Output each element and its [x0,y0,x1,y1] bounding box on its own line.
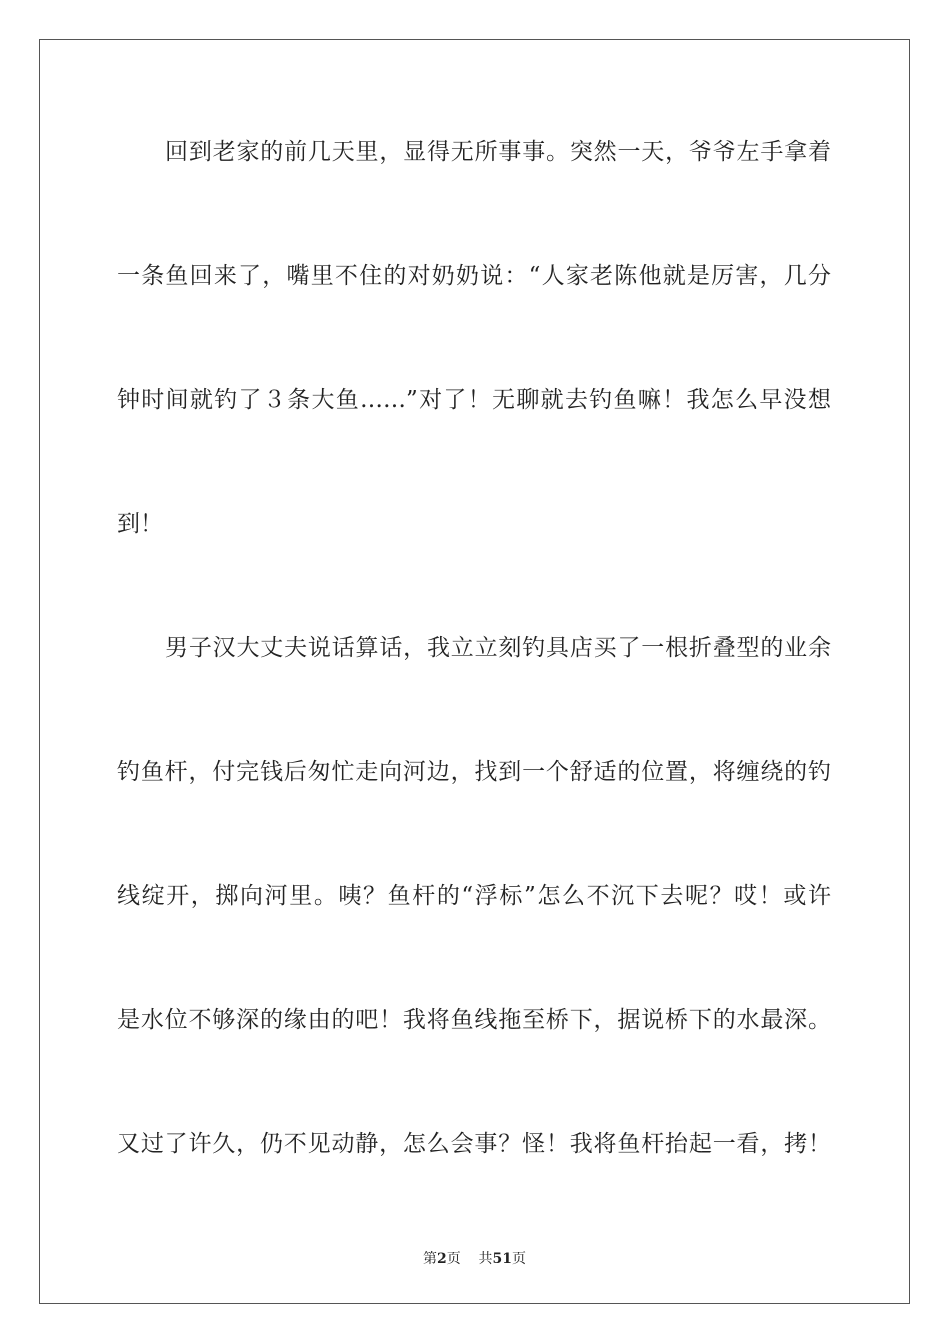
text-line: 又过了许久，仍不见动静，怎么会事？怪！我将鱼杆抬起一看，拷！ [117,1131,831,1157]
page-total: 共51页 [478,1251,527,1267]
text-line: 一条鱼回来了，嘴里不住的对奶奶说：“人家老陈他就是厉害，几分 [117,263,831,289]
page-footer [40,1248,909,1268]
text-line: 男子汉大丈夫说话算话，我立立刻钓具店买了一根折叠型的业余 [165,635,831,661]
text-line: 钓鱼杆，付完钱后匆忙走向河边，找到一个舒适的位置，将缠绕的钓 [117,759,831,785]
text-line: 回到老家的前几天里，显得无所事事。突然一天，爷爷左手拿着 [165,139,831,165]
page-number: 第2页 [422,1251,461,1267]
text-line: 到！ [117,511,163,537]
text-line: 线绽开，掷向河里。咦？鱼杆的“浮标”怎么不沉下去呢？哎！或许 [117,883,831,909]
document-page [39,39,910,1304]
text-line: 是水位不够深的缘由的吧！我将鱼线拖至桥下，据说桥下的水最深。 [117,1007,831,1033]
body-text [117,132,831,1248]
text-line: 钟时间就钓了３条大鱼……”对了！无聊就去钓鱼嘛！我怎么早没想 [117,387,831,413]
